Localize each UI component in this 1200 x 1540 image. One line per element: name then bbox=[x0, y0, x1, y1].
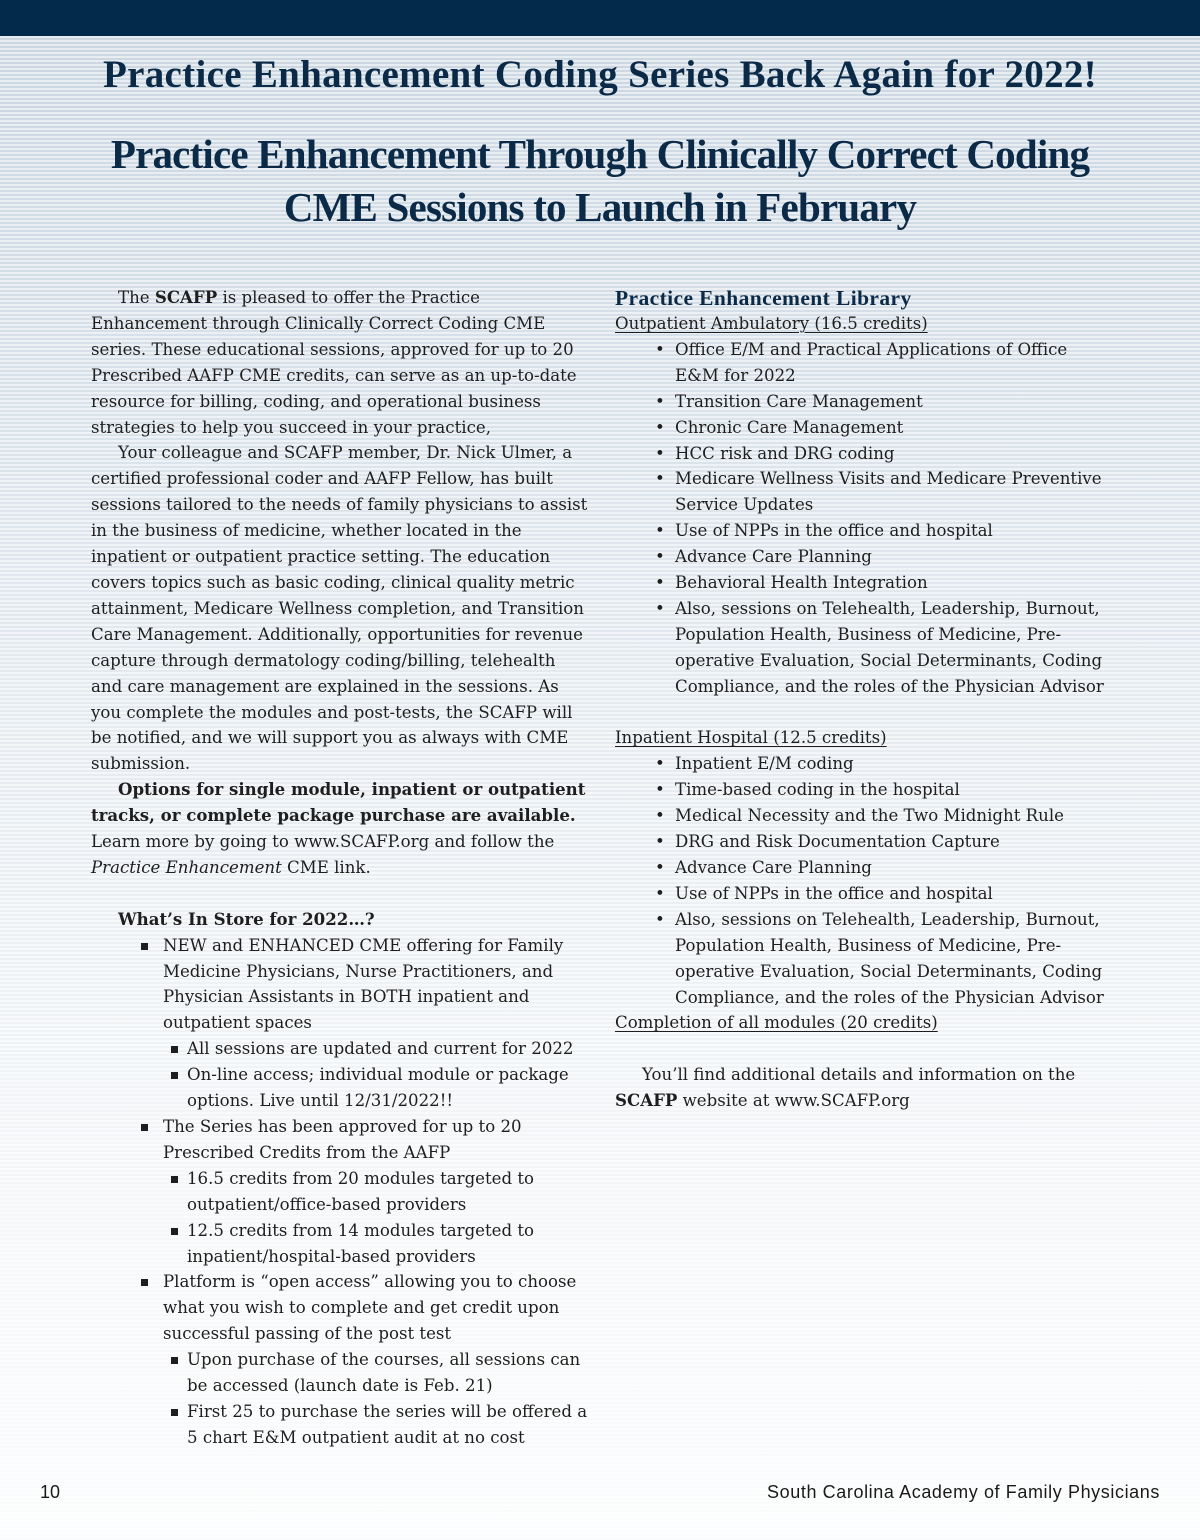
outpatient-list bbox=[615, 337, 1115, 700]
list-item: First 25 to purchase the series will be offered a 5 chart E&M outpatient audit at no cost bbox=[91, 1399, 591, 1451]
list-item: On-line access; individual module or package options. Live until 12/31/2022!! bbox=[91, 1062, 591, 1114]
inpatient-list bbox=[615, 751, 1115, 1010]
list-item: 12.5 credits from 14 modules targeted to inpatient/hospital-based providers bbox=[91, 1218, 591, 1270]
subhead-line-2: CME Sessions to Launch in February bbox=[283, 184, 917, 230]
list-item: • Medicare Wellness Visits and Medicare Preventive Service Updates bbox=[615, 466, 1115, 518]
store-sublist bbox=[91, 1347, 591, 1451]
options-paragraph: Options for single module, inpatient or outpatient tracks, or complete package purchase are available. Learn more by going to www.SCAFP.org and follow the Practice Enhancement CME link. bbox=[91, 779, 586, 877]
list-item: • Office E/M and Practical Applications of Office E&M for 2022 bbox=[615, 337, 1115, 389]
list-item: • HCC risk and DRG coding bbox=[615, 441, 1115, 467]
list-item: Upon purchase of the courses, all sessions can be accessed (launch date is Feb. 21) bbox=[91, 1347, 591, 1399]
completion-heading: Completion of all modules (20 credits) bbox=[615, 1013, 938, 1033]
page-subheadline bbox=[0, 128, 1200, 234]
list-item: • Inpatient E/M coding bbox=[615, 751, 1115, 777]
scafp-bold: SCAFP bbox=[154, 287, 218, 307]
list-item: • Also, sessions on Telehealth, Leadership, Burnout, Population Health, Business of Medicine, Pre-operative Evaluation, Social Determinants, Coding Compliance, and the roles of the Physician Advisor bbox=[615, 596, 1115, 700]
list-item: NEW and ENHANCED CME offering for Family Medicine Physicians, Nurse Practitioners, and Physician Assistants in BOTH inpatient and outpatient spaces bbox=[91, 933, 591, 1037]
subhead-line-1: Practice Enhancement Through Clinically Correct Coding bbox=[110, 131, 1090, 177]
list-item: • Transition Care Management bbox=[615, 389, 1115, 415]
inpatient-heading: Inpatient Hospital (12.5 credits) bbox=[615, 728, 887, 748]
whats-in-store-heading: What’s In Store for 2022…? bbox=[118, 908, 375, 929]
colleague-paragraph: Your colleague and SCAFP member, Dr. Nick Ulmer, a certified professional coder and AAFP Fellow, has built sessions tailored to the needs of family physicians to assist in the business of medicine, whether located in the inpatient or outpatient practice setting. The education covers topics such as basic coding, clinical quality metric attainment, Medicare Wellness completion, and Transition Care Management. Additionally, opportunities for revenue capture through dermatology coding/billing, telehealth and care management are explained in the sessions. As you complete the modules and post-tests, the SCAFP will be notified, and we will support you as always with CME submission. bbox=[91, 443, 588, 774]
outpatient-heading: Outpatient Ambulatory (16.5 credits) bbox=[615, 314, 928, 333]
list-item: • Advance Care Planning bbox=[615, 544, 1115, 570]
list-item: • Use of NPPs in the office and hospital bbox=[615, 881, 1115, 907]
footer-organization: South Carolina Academy of Family Physicians bbox=[767, 1482, 1160, 1502]
list-item: • Time-based coding in the hospital bbox=[615, 777, 1115, 803]
store-sublist bbox=[91, 1166, 591, 1270]
closing-paragraph: You’ll find additional details and information on the SCAFP website at www.SCAFP.org bbox=[615, 1065, 1076, 1111]
intro-paragraph: The SCAFP is pleased to offer the Practice Enhancement through Clinically Correct Coding CME series. These educational sessions, approved for up to 20 Prescribed AAFP CME credits, can serve as an up-to-date resource for billing, coding, and operational business strategies to help you succeed in your practice, bbox=[91, 287, 577, 437]
list-item: • Also, sessions on Telehealth, Leadership, Burnout, Population Health, Business of Medicine, Pre-operative Evaluation, Social Determinants, Coding Compliance, and the roles of the Physician Advisor bbox=[615, 907, 1115, 1011]
left-column bbox=[91, 285, 591, 1451]
list-item: • Advance Care Planning bbox=[615, 855, 1115, 881]
list-item: • Chronic Care Management bbox=[615, 415, 1115, 441]
list-item: 16.5 credits from 20 modules targeted to outpatient/office-based providers bbox=[91, 1166, 591, 1218]
list-item: All sessions are updated and current for 2022 bbox=[91, 1036, 591, 1062]
right-column bbox=[615, 285, 1115, 1114]
list-item: • Use of NPPs in the office and hospital bbox=[615, 518, 1115, 544]
store-list bbox=[91, 933, 591, 1037]
page-number: 10 bbox=[40, 1482, 61, 1502]
list-item: • Behavioral Health Integration bbox=[615, 570, 1115, 596]
library-heading: Practice Enhancement Library bbox=[615, 286, 912, 310]
list-item: • DRG and Risk Documentation Capture bbox=[615, 829, 1115, 855]
list-item: • Medical Necessity and the Two Midnight Rule bbox=[615, 803, 1115, 829]
page-headline: Practice Enhancement Coding Series Back Again for 2022! bbox=[103, 53, 1097, 96]
list-item: The Series has been approved for up to 20 Prescribed Credits from the AAFP bbox=[91, 1114, 591, 1166]
top-banner-bar bbox=[0, 0, 1200, 36]
list-item: Platform is “open access” allowing you to choose what you wish to complete and get credit upon successful passing of the post test bbox=[91, 1269, 591, 1347]
store-sublist bbox=[91, 1036, 591, 1114]
